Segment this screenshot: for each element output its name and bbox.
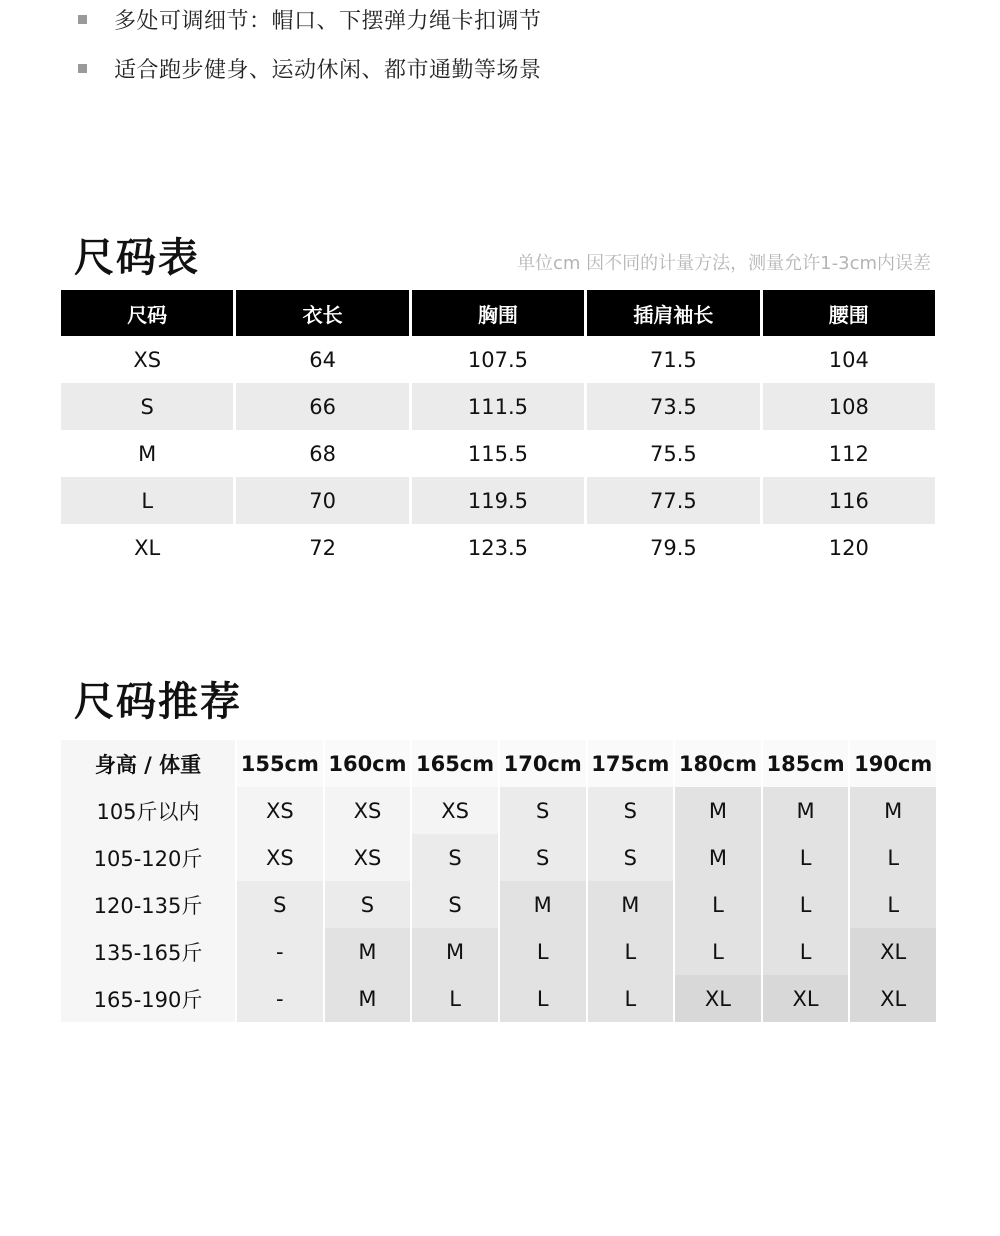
size-cell: L: [500, 975, 586, 1022]
table-cell: 107.5: [412, 336, 584, 383]
size-cell: -: [237, 928, 323, 975]
weight-label: 105斤以内: [61, 787, 235, 834]
size-cell: XS: [325, 787, 411, 834]
height-header: 185cm: [763, 740, 849, 787]
size-cell: S: [500, 834, 586, 881]
height-header: 160cm: [325, 740, 411, 787]
column-header: 胸围: [412, 290, 584, 336]
square-bullet-icon: [78, 15, 87, 24]
size-cell: XS: [325, 834, 411, 881]
size-cell: S: [412, 881, 498, 928]
table-cell: 72: [236, 524, 408, 571]
table-row: [61, 834, 936, 881]
size-cell: M: [588, 881, 674, 928]
table-cell: M: [61, 430, 233, 477]
table-row: [61, 477, 935, 524]
table-cell: 112: [763, 430, 935, 477]
height-header: 165cm: [412, 740, 498, 787]
column-header: 腰围: [763, 290, 935, 336]
table-cell: 75.5: [587, 430, 759, 477]
table-row: [61, 881, 936, 928]
size-recommendation-table: [59, 740, 938, 1022]
weight-label: 165-190斤: [61, 975, 235, 1022]
table-header-row: [61, 290, 935, 336]
table-cell: 108: [763, 383, 935, 430]
feature-text: 适合跑步健身、运动休闲、都市通勤等场景: [114, 58, 542, 83]
size-cell: S: [500, 787, 586, 834]
size-cell: L: [588, 975, 674, 1022]
size-cell: L: [850, 834, 936, 881]
size-cell: S: [237, 881, 323, 928]
size-recommendation-title: 尺码推荐: [74, 679, 242, 725]
feature-text: 多处可调细节：帽口、下摆弹力绳卡扣调节: [114, 9, 542, 34]
table-row: [61, 336, 935, 383]
table-cell: XL: [61, 524, 233, 571]
height-header: 190cm: [850, 740, 936, 787]
size-cell: L: [588, 928, 674, 975]
size-cell: M: [325, 975, 411, 1022]
table-cell: 70: [236, 477, 408, 524]
measurement-note: 单位cm 因不同的计量方法，测量允许1-3cm内误差: [517, 253, 931, 274]
column-header: 插肩袖长: [587, 290, 759, 336]
height-header: 175cm: [588, 740, 674, 787]
size-chart-table: [58, 290, 938, 571]
size-cell: XL: [850, 928, 936, 975]
size-cell: L: [500, 928, 586, 975]
size-chart-title: 尺码表: [74, 235, 200, 281]
column-header: 尺码: [61, 290, 233, 336]
square-bullet-icon: [78, 64, 87, 73]
weight-label: 120-135斤: [61, 881, 235, 928]
size-cell: S: [412, 834, 498, 881]
size-cell: L: [675, 881, 761, 928]
table-cell: XS: [61, 336, 233, 383]
height-header: 155cm: [237, 740, 323, 787]
height-header: 180cm: [675, 740, 761, 787]
table-cell: 64: [236, 336, 408, 383]
table-cell: 123.5: [412, 524, 584, 571]
table-cell: 68: [236, 430, 408, 477]
size-cell: M: [325, 928, 411, 975]
table-cell: 73.5: [587, 383, 759, 430]
table-row: [61, 383, 935, 430]
table-cell: 111.5: [412, 383, 584, 430]
size-cell: L: [763, 928, 849, 975]
size-cell: M: [850, 787, 936, 834]
table-cell: 116: [763, 477, 935, 524]
size-cell: XL: [763, 975, 849, 1022]
size-cell: S: [325, 881, 411, 928]
size-cell: XS: [412, 787, 498, 834]
size-cell: L: [412, 975, 498, 1022]
size-cell: XL: [850, 975, 936, 1022]
table-row: [61, 975, 936, 1022]
corner-label: 身高 / 体重: [61, 740, 235, 787]
table-cell: 115.5: [412, 430, 584, 477]
table-cell: 79.5: [587, 524, 759, 571]
size-cell: XS: [237, 787, 323, 834]
table-row: [61, 524, 935, 571]
size-cell: S: [588, 834, 674, 881]
table-cell: 66: [236, 383, 408, 430]
size-cell: M: [500, 881, 586, 928]
size-cell: L: [675, 928, 761, 975]
column-header: 衣长: [236, 290, 408, 336]
table-cell: 119.5: [412, 477, 584, 524]
size-cell: XL: [675, 975, 761, 1022]
size-cell: M: [675, 787, 761, 834]
size-cell: L: [850, 881, 936, 928]
size-cell: L: [763, 881, 849, 928]
table-row: [61, 430, 935, 477]
table-row: [61, 928, 936, 975]
size-cell: L: [763, 834, 849, 881]
table-header-row: [61, 740, 936, 787]
size-cell: -: [237, 975, 323, 1022]
weight-label: 135-165斤: [61, 928, 235, 975]
size-cell: M: [763, 787, 849, 834]
weight-label: 105-120斤: [61, 834, 235, 881]
table-cell: L: [61, 477, 233, 524]
size-cell: M: [412, 928, 498, 975]
size-cell: S: [588, 787, 674, 834]
table-row: [61, 787, 936, 834]
table-cell: 77.5: [587, 477, 759, 524]
table-cell: 104: [763, 336, 935, 383]
table-cell: S: [61, 383, 233, 430]
size-cell: M: [675, 834, 761, 881]
table-cell: 120: [763, 524, 935, 571]
size-cell: XS: [237, 834, 323, 881]
table-cell: 71.5: [587, 336, 759, 383]
height-header: 170cm: [500, 740, 586, 787]
